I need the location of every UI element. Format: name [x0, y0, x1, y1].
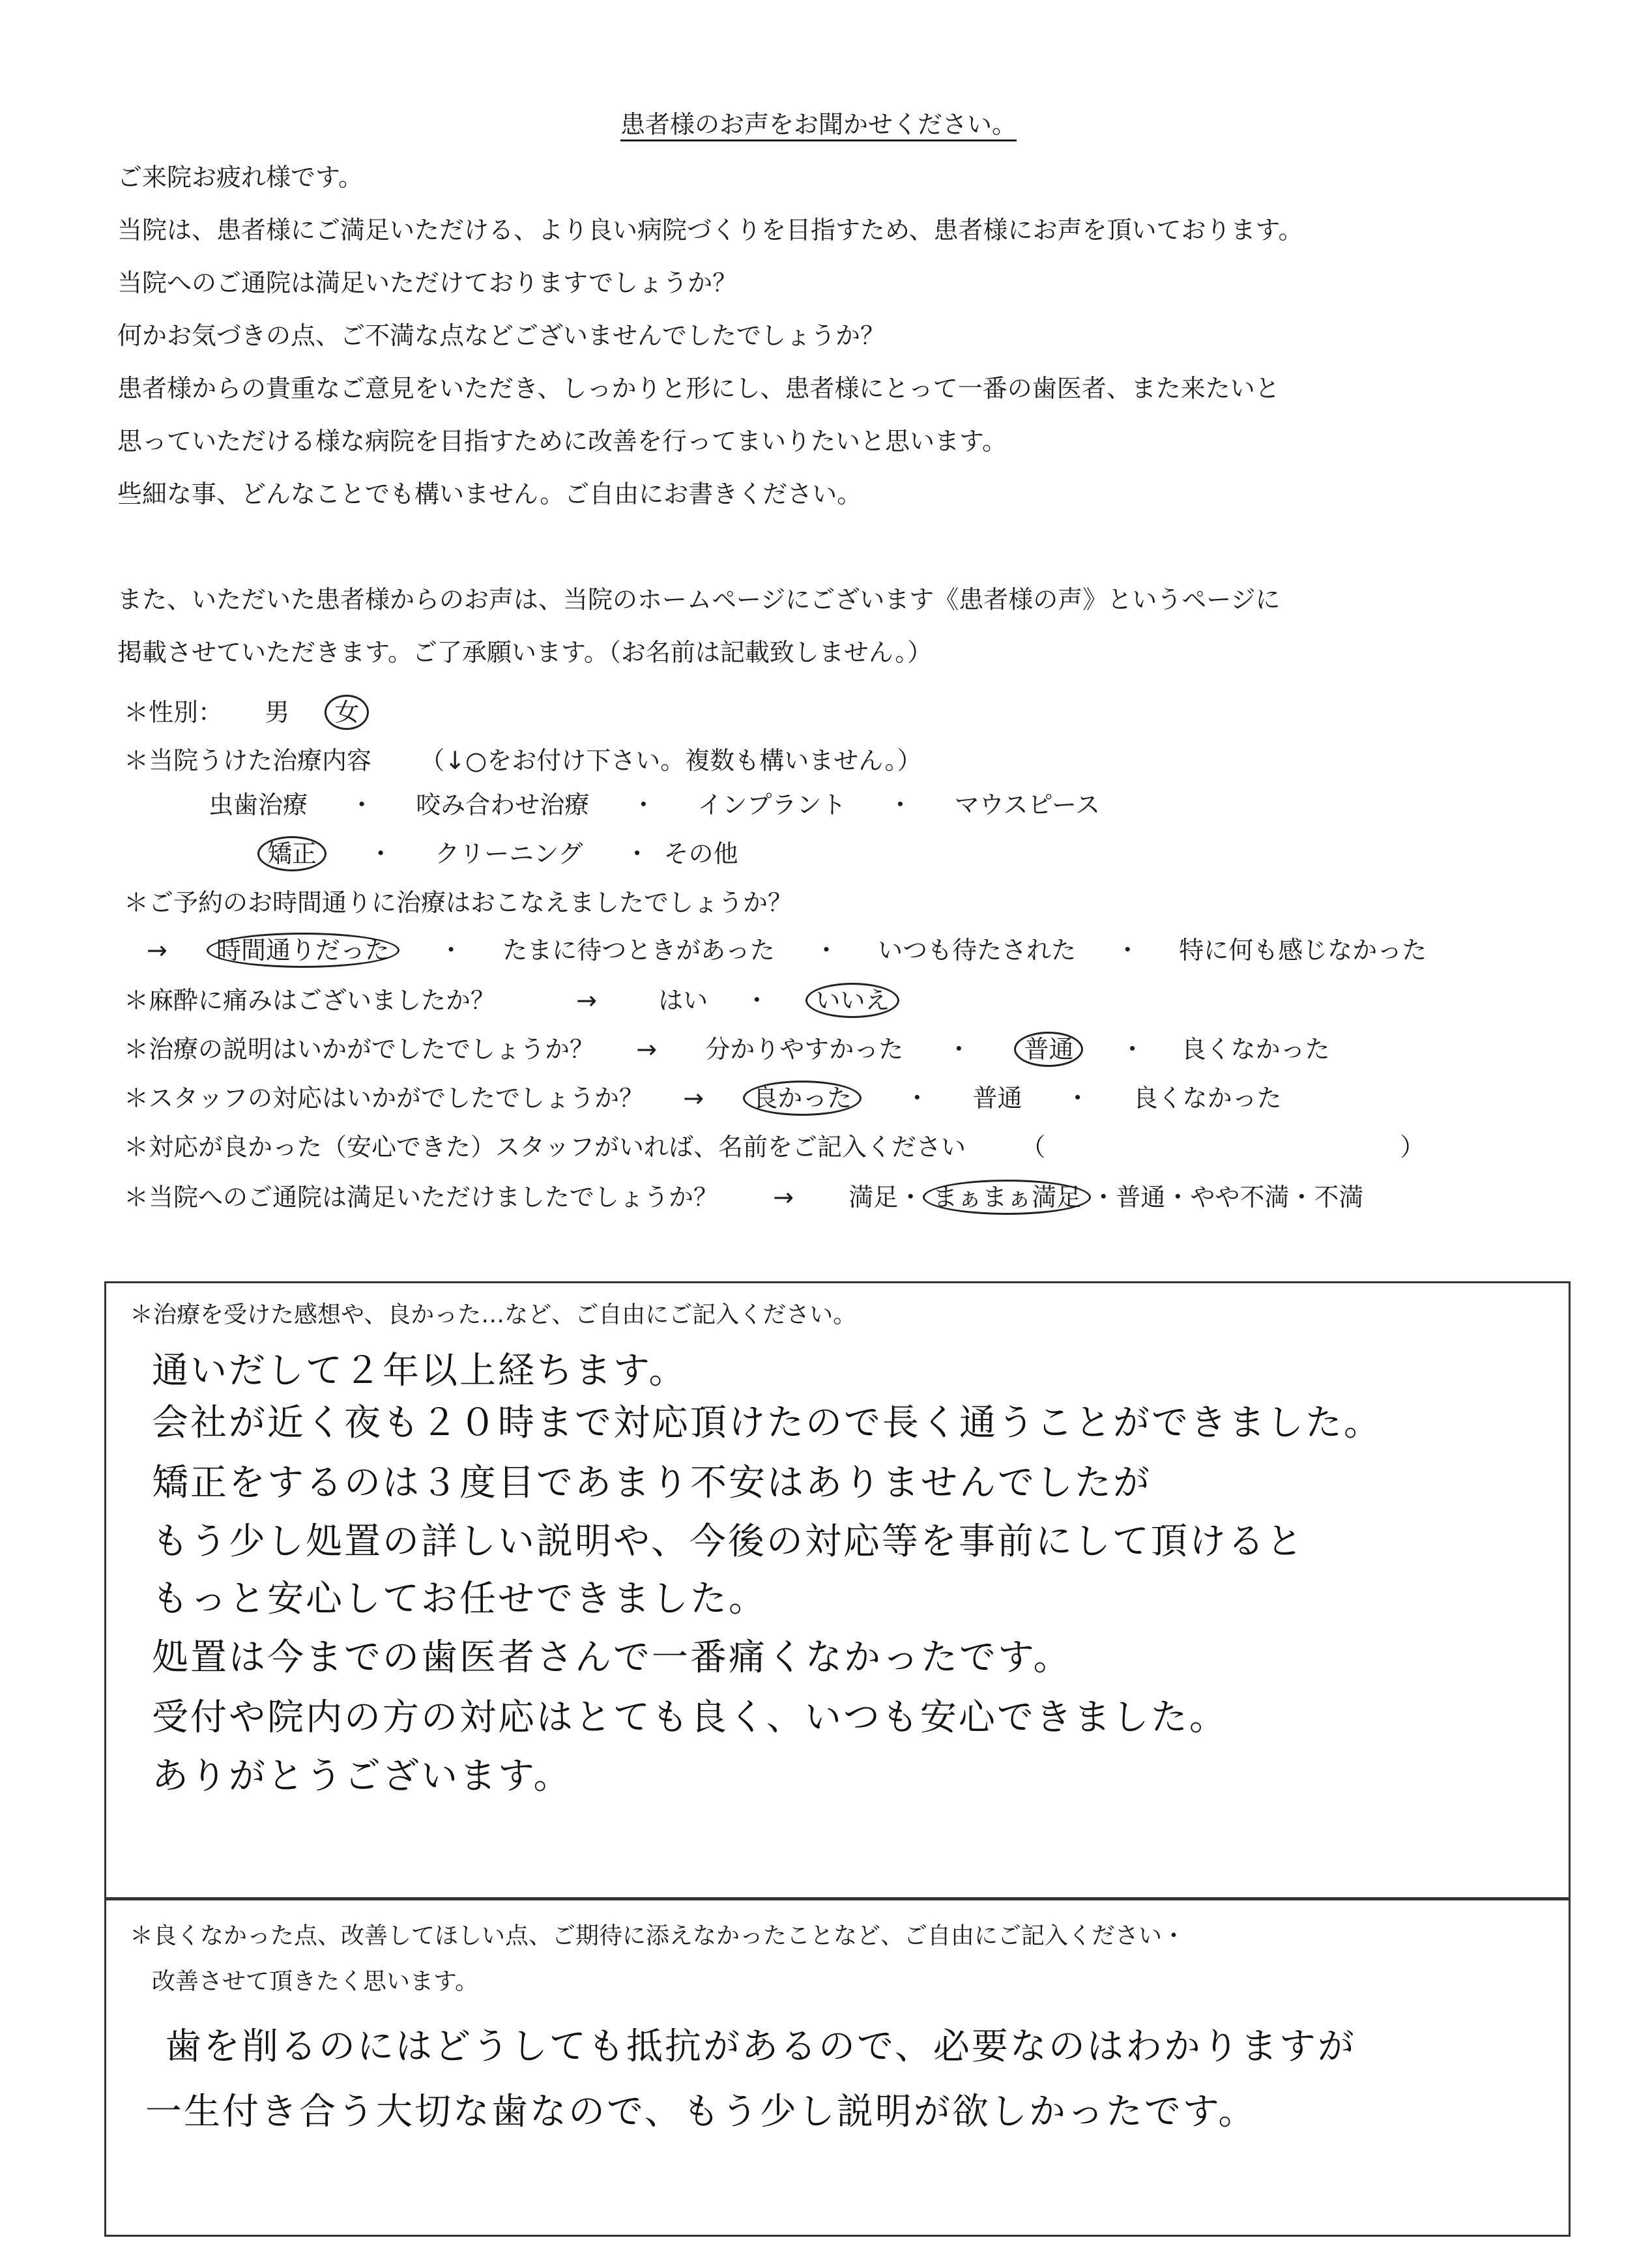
- separator: ・: [898, 1183, 923, 1212]
- arrow-icon: →: [683, 1084, 704, 1112]
- arrow-icon: →: [773, 1183, 794, 1212]
- question-time: [124, 886, 792, 919]
- option-cleaning[interactable]: クリーニング: [435, 839, 583, 868]
- option-nothing-special[interactable]: 特に何も感じなかった: [1179, 936, 1427, 965]
- question-label: ＊当院へのご通院は満足いただけましたでしょうか？: [124, 1183, 719, 1212]
- option-bite[interactable]: 咬み合わせ治療: [416, 791, 590, 819]
- impressions-box[interactable]: [104, 1281, 1571, 1899]
- separator: ・: [631, 791, 656, 819]
- separator: ・: [946, 1035, 972, 1064]
- question-staff-name: [124, 1131, 1425, 1163]
- question-label: ＊スタッフの対応はいかがでしたでしょうか？: [124, 1084, 645, 1112]
- option-normal[interactable]: 普通: [972, 1084, 1022, 1112]
- arrow-icon: →: [576, 986, 598, 1015]
- box-prompt: ＊治療を受けた感想や、良かった…など、ご自由にご記入ください。: [130, 1301, 857, 1328]
- separator: ・: [368, 839, 394, 868]
- option-somewhat-dissatisfied[interactable]: やや不満: [1190, 1183, 1290, 1212]
- question-note: （↓○をお付け下さい。複数も構いません。）: [420, 746, 922, 775]
- intro-paragraph: [117, 151, 1577, 679]
- separator: ・: [905, 1084, 930, 1112]
- question-satisfaction: [124, 1181, 1363, 1214]
- intro-line: 患者様からの貴重なご意見をいただき、しっかりと形にし、患者様にとって一番の歯医者、また来たいと: [117, 374, 1280, 403]
- question-label: ＊対応が良かった（安心できた）スタッフがいれば、名前をご記入ください: [124, 1133, 966, 1161]
- treatment-options-row2: [257, 837, 738, 870]
- option-cavity[interactable]: 虫歯治療: [209, 791, 308, 819]
- option-female-selected[interactable]: 女: [325, 695, 369, 730]
- question-gender: [124, 696, 369, 729]
- option-no-selected[interactable]: いいえ: [805, 983, 899, 1018]
- option-normal[interactable]: 普通: [1116, 1183, 1166, 1212]
- separator: ・: [1289, 1183, 1314, 1212]
- paren-close: ）: [1400, 1133, 1425, 1161]
- separator: ・: [1115, 936, 1140, 965]
- option-on-time-selected[interactable]: 時間通りだった: [207, 933, 399, 968]
- intro-line: 掲載させていただきます。ご了承願います。（お名前は記載致しません。）: [117, 638, 933, 667]
- intro-line: 当院は、患者様にご満足いただける、より良い病院づくりを目指すため、患者様にお声を頂いております。: [117, 216, 1303, 244]
- arrow-icon: →: [636, 1035, 658, 1064]
- separator: ・: [888, 791, 913, 819]
- option-yes[interactable]: はい: [658, 986, 708, 1015]
- separator: ・: [1120, 1035, 1145, 1064]
- option-normal-selected[interactable]: 普通: [1014, 1032, 1083, 1067]
- handwritten-line: 歯を削るのにはどうしても抵抗があるので、必要なのはわかりますが: [165, 2026, 1356, 2068]
- handwritten-line: 一生付き合う大切な歯なので、もう少し説明が欲しかったです。: [145, 2091, 1257, 2133]
- separator: ・: [624, 839, 650, 868]
- question-pain: [124, 984, 899, 1017]
- separator: ・: [744, 986, 770, 1015]
- option-bad[interactable]: 良くなかった: [1133, 1084, 1282, 1112]
- paren-open: （: [1021, 1133, 1046, 1161]
- intro-line: 当院へのご通院は満足いただけておりますでしょうか？: [117, 269, 738, 297]
- handwritten-line: もっと安心してお任せできました。: [152, 1578, 767, 1620]
- separator: ・: [813, 936, 839, 965]
- question-label: ＊ご予約のお時間通りに治療はおこなえましたでしょうか？: [124, 888, 793, 917]
- option-mouthpiece[interactable]: マウスピース: [954, 791, 1101, 819]
- separator: ・: [1065, 1084, 1090, 1112]
- separator: ・: [349, 791, 375, 819]
- intro-line: 思っていただける様な病院を目指すために改善を行ってまいりたいと思います。: [117, 427, 1007, 456]
- option-implant[interactable]: インプラント: [697, 791, 847, 819]
- handwritten-line: 会社が近く夜も２０時まで対応頂けたので長く通うことができました。: [152, 1402, 1382, 1444]
- question-label: ＊治療の説明はいかがでしたでしょうか？: [124, 1035, 595, 1064]
- option-bad[interactable]: 良くなかった: [1181, 1035, 1330, 1064]
- question-explanation: [124, 1033, 1330, 1066]
- separator: ・: [439, 936, 464, 965]
- question-staff: [124, 1082, 1282, 1114]
- treatment-options-row1: [209, 789, 1100, 821]
- option-orthodontics-selected[interactable]: 矯正: [257, 836, 326, 871]
- question-label: ＊性別：: [124, 698, 224, 727]
- handwritten-line: ありがとうございます。: [152, 1755, 572, 1797]
- handwritten-line: 通いだして２年以上経ちます。: [152, 1350, 688, 1392]
- option-good-selected[interactable]: 良かった: [743, 1081, 862, 1116]
- option-always-wait[interactable]: いつも待たされた: [878, 936, 1077, 965]
- time-options: [147, 934, 1427, 967]
- option-easy[interactable]: 分かりやすかった: [705, 1035, 904, 1064]
- question-label: ＊当院うけた治療内容: [124, 746, 372, 775]
- handwritten-line: 処置は今までの歯医者さんで一番痛くなかったです。: [152, 1636, 1072, 1679]
- intro-line: 些細な事、どんなことでも構いません。ご自由にお書きください。: [117, 480, 862, 508]
- intro-line: また、いただいた患者様からのお声は、当院のホームページにございます《患者様の声》というページに: [117, 585, 1281, 614]
- option-satisfied[interactable]: 満足: [848, 1183, 899, 1212]
- question-treatment: [124, 744, 921, 777]
- question-label: ＊麻酔に痛みはございましたか？: [124, 986, 496, 1015]
- intro-line: ご来院お疲れ様です。: [117, 163, 363, 192]
- separator: ・: [1165, 1183, 1191, 1212]
- option-fairly-satisfied-selected[interactable]: まぁまぁ満足: [923, 1180, 1091, 1215]
- option-dissatisfied[interactable]: 不満: [1314, 1183, 1364, 1212]
- box-prompt-sub: 改善させて頂きたく思います。: [152, 1968, 479, 1995]
- arrow-icon: →: [147, 936, 167, 965]
- intro-line: [117, 521, 1577, 574]
- option-sometimes-wait[interactable]: たまに待つときがあった: [502, 936, 775, 965]
- handwritten-line: 矯正をするのは３度目であまり不安はありませんでしたが: [152, 1462, 1152, 1504]
- intro-line: 何かお気づきの点、ご不満な点などございませんでしたでしょうか？: [117, 321, 886, 350]
- page-title: 患者様のお声をお聞かせください。: [620, 110, 1017, 139]
- handwritten-line: もう少し処置の詳しい説明や、今後の対応等を事前にして頂けると: [152, 1520, 1305, 1563]
- handwritten-line: 受付や院内の方の対応はとても良く、いつも安心できました。: [152, 1696, 1228, 1739]
- separator: ・: [1091, 1183, 1116, 1212]
- improvements-box[interactable]: [104, 1899, 1571, 2237]
- option-male[interactable]: 男: [265, 698, 290, 727]
- box-prompt: ＊良くなかった点、改善してほしい点、ご期待に添えなかったことなど、ご自由にご記入ください・: [130, 1923, 1186, 1949]
- option-other[interactable]: その他: [663, 839, 738, 868]
